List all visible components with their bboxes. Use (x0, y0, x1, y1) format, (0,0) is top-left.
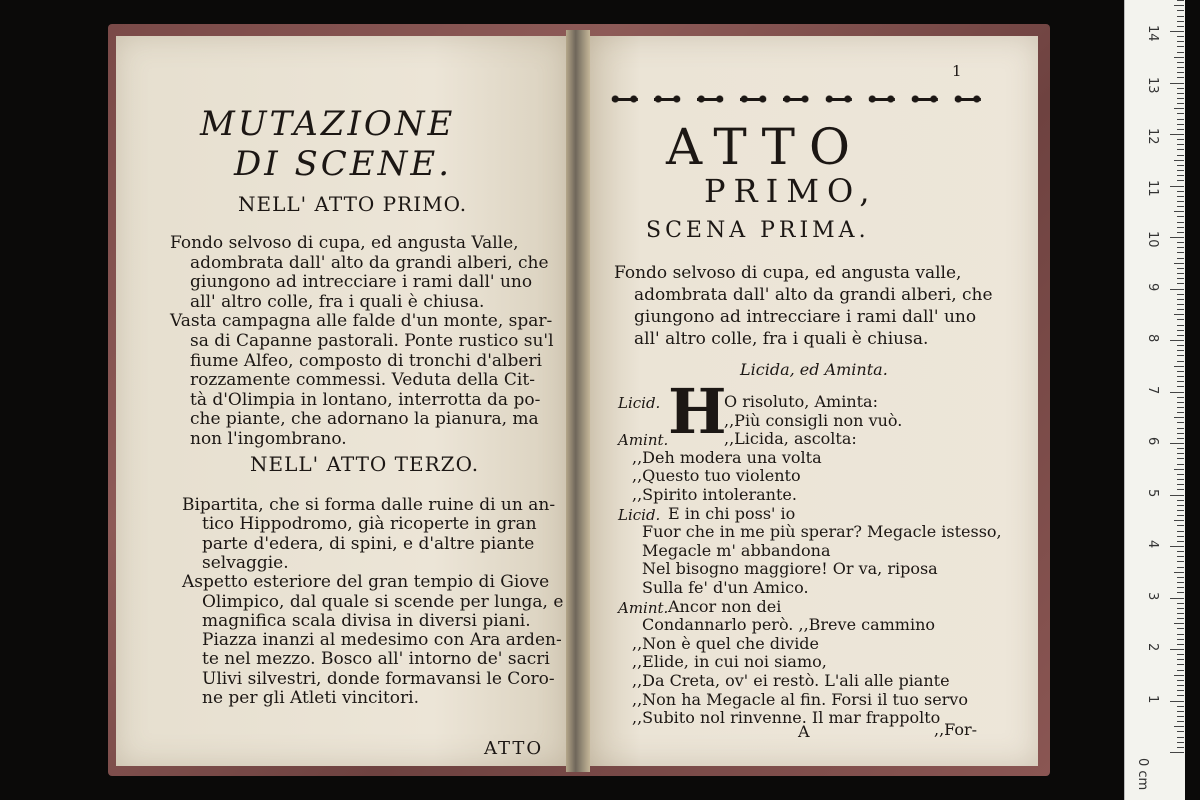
ruler-tick (1177, 412, 1184, 413)
ruler-number: 6 (1145, 437, 1160, 446)
ruler-number: 14 (1145, 25, 1160, 42)
dialogue-line: ,,Licida, ascolta: (724, 429, 857, 449)
ruler-tick (1177, 685, 1184, 686)
ruler-tick (1170, 134, 1184, 135)
ruler-tick (1177, 371, 1184, 372)
ruler-number: 12 (1145, 128, 1160, 145)
ruler-tick (1177, 283, 1184, 284)
ruler-tick (1170, 237, 1184, 238)
ruler-tick (1177, 458, 1184, 459)
ruler-tick (1177, 464, 1184, 465)
ruler-tick (1174, 57, 1184, 58)
ruler-tick (1177, 191, 1184, 192)
ruler-tick (1177, 16, 1184, 17)
ruler-tick (1177, 664, 1184, 665)
text-line: all' altro colle, fra i quali è chiusa. (190, 291, 485, 312)
measurement-ruler (1124, 0, 1185, 800)
ruler-tick (1174, 417, 1184, 418)
act1-heading: NELL' ATTO PRIMO. (238, 192, 468, 216)
ruler-tick (1177, 567, 1184, 568)
ruler-tick (1177, 500, 1184, 501)
ruler-tick (1174, 469, 1184, 470)
ruler-tick (1177, 26, 1184, 27)
ruler-number: 5 (1145, 488, 1160, 497)
text-line: che piante, che adornano la pianura, ma (190, 409, 539, 430)
ruler-tick (1177, 350, 1184, 351)
ruler-tick (1177, 227, 1184, 228)
ruler-tick (1177, 433, 1184, 434)
ruler-tick (1177, 180, 1184, 181)
dialogue-line: ,,Elide, in cui noi siamo, (632, 652, 827, 672)
ruler-tick (1177, 268, 1184, 269)
ruler-tick (1170, 598, 1184, 599)
text-line: Bipartita, che si forma dalle ruine di un an- (182, 495, 556, 515)
right-catchword: ,,For- (934, 720, 978, 739)
ruler-tick (1177, 721, 1184, 722)
text-line: parte d'edera, di spini, e d'altre piante (202, 533, 535, 554)
ruler-tick (1177, 525, 1184, 526)
ruler-tick (1177, 474, 1184, 475)
text-line: adombrata dall' alto da grandi alberi, che (634, 285, 993, 305)
ruler-tick (1177, 335, 1184, 336)
dialogue-line: Nel bisogno maggiore! Or va, riposa (642, 559, 938, 579)
ruler-tick (1170, 31, 1184, 32)
ruler-tick (1177, 628, 1184, 629)
ruler-tick (1174, 211, 1184, 212)
ruler-tick (1177, 690, 1184, 691)
ruler-tick (1177, 325, 1184, 326)
ruler-tick (1177, 659, 1184, 660)
dialogue-line: E in chi poss' io (668, 503, 796, 523)
ruler-tick (1177, 587, 1184, 588)
text-line: ne per gli Atleti vincitori. (202, 688, 420, 708)
ruler-tick (1177, 41, 1184, 42)
ruler-number: 3 (1145, 591, 1160, 600)
ruler-tick (1177, 397, 1184, 398)
speaker-label: Licid. (618, 394, 661, 412)
text-line: Aspetto esteriore del gran tempio di Giove (182, 572, 550, 593)
ruler-tick (1177, 46, 1184, 47)
drop-capital: H (668, 375, 727, 448)
ruler-number: 10 (1145, 231, 1160, 248)
ruler-tick (1177, 422, 1184, 423)
ruler-tick (1177, 680, 1184, 681)
text-line: Ulivi silvestri, donde formavansi le Coro- (202, 668, 555, 689)
ruler-tick (1174, 160, 1184, 161)
ruler-tick (1177, 737, 1184, 738)
dialogue-line: Megacle m' abbandona (642, 540, 831, 560)
ruler-tick (1177, 21, 1184, 22)
decorative-ornament-band (606, 90, 986, 112)
ruler-tick (1177, 93, 1184, 94)
ruler-tick (1177, 67, 1184, 68)
act3-heading: NELL' ATTO TERZO. (250, 452, 480, 476)
dialogue-line: Fuor che in me più sperar? Megacle istesso, (642, 522, 1002, 542)
ruler-tick (1177, 510, 1184, 511)
text-line: adombrata dall' alto da grandi alberi, che (190, 252, 549, 273)
ruler-tick (1170, 752, 1184, 753)
ruler-tick (1177, 242, 1184, 243)
ruler-tick (1177, 77, 1184, 78)
dialogue-line: ,,Spirito intolerante. (632, 485, 797, 504)
ruler-tick (1177, 72, 1184, 73)
dialogue-line: ,,Più consigli non vuò. (724, 410, 903, 430)
ruler-tick (1177, 36, 1184, 37)
ruler-tick (1177, 484, 1184, 485)
ruler-tick (1177, 515, 1184, 516)
ruler-tick (1177, 52, 1184, 53)
ruler-number: 4 (1145, 540, 1160, 549)
text-line: Fondo selvoso di cupa, ed angusta Valle, (170, 233, 519, 253)
text-line: fiume Alfeo, composto di tronchi d'alberi (190, 350, 542, 371)
speaker-label: Licid. (618, 505, 661, 524)
ruler-tick (1177, 119, 1184, 120)
ruler-number: 1 (1145, 694, 1160, 703)
speaker-label: Amint. (618, 431, 669, 450)
text-line: magnifica scala divisa in diversi piani. (202, 610, 531, 631)
ruler-tick (1170, 495, 1184, 496)
ruler-tick (1177, 577, 1184, 578)
text-line: Piazza inanzi al medesimo con Ara arden- (202, 630, 562, 651)
ruler-tick (1177, 407, 1184, 408)
ruler-tick (1174, 314, 1184, 315)
ruler-tick (1177, 448, 1184, 449)
ruler-unit-label: 0 cm (1135, 758, 1150, 791)
ruler-tick (1177, 98, 1184, 99)
dialogue-line: ,,Questo tuo violento (632, 466, 801, 486)
ruler-tick (1174, 572, 1184, 573)
ruler-tick (1177, 201, 1184, 202)
act-number: PRIMO, (704, 172, 878, 210)
ruler-tick (1177, 165, 1184, 166)
ruler-tick (1177, 386, 1184, 387)
ruler-tick (1177, 155, 1184, 156)
ruler-tick (1177, 644, 1184, 645)
ruler-tick (1177, 654, 1184, 655)
ruler-tick (1177, 711, 1184, 712)
book-spine-gutter (566, 30, 590, 772)
ruler-number: 8 (1145, 334, 1160, 343)
ruler-tick (1174, 520, 1184, 521)
dialogue-line: ,,Da Creta, ov' ei restò. L'ali alle piante (632, 671, 950, 690)
text-line: all' altro colle, fra i quali è chiusa. (634, 329, 929, 349)
ruler-tick (1174, 726, 1184, 727)
text-line: sa di Capanne pastorali. Ponte rustico su'l (190, 331, 554, 351)
dialogue-line: Condannarlo però. ,,Breve cammino (642, 615, 936, 635)
ruler-tick (1174, 675, 1184, 676)
ruler-number: 2 (1145, 643, 1160, 652)
ruler-tick (1177, 536, 1184, 537)
ruler-tick (1177, 88, 1184, 89)
ruler-tick (1177, 561, 1184, 562)
characters-line: Licida, ed Aminta. (740, 360, 888, 379)
ruler-tick (1177, 304, 1184, 305)
left-catchword: ATTO (484, 738, 544, 759)
ruler-tick (1177, 247, 1184, 248)
ruler-tick (1174, 366, 1184, 367)
ruler-tick (1177, 124, 1184, 125)
ruler-tick (1177, 381, 1184, 382)
ruler-tick (1177, 175, 1184, 176)
ruler-tick (1177, 428, 1184, 429)
ruler-tick (1177, 608, 1184, 609)
ruler-tick (1177, 330, 1184, 331)
ruler-tick (1177, 670, 1184, 671)
ruler-tick (1177, 747, 1184, 748)
ruler-tick (1177, 742, 1184, 743)
ruler-tick (1170, 701, 1184, 702)
ruler-tick (1177, 505, 1184, 506)
ruler-tick (1177, 299, 1184, 300)
ruler-tick (1177, 252, 1184, 253)
ruler-tick (1177, 355, 1184, 356)
ruler-tick (1170, 443, 1184, 444)
ruler-tick (1177, 551, 1184, 552)
ruler-tick (1177, 258, 1184, 259)
ruler-tick (1177, 592, 1184, 593)
ruler-tick (1177, 639, 1184, 640)
text-line: giungono ad intrecciare i rami dall' uno (190, 272, 533, 293)
ruler-tick (1177, 706, 1184, 707)
ruler-tick (1177, 345, 1184, 346)
ruler-tick (1170, 83, 1184, 84)
text-line: rozzamente commessi. Veduta della Cit- (190, 370, 535, 391)
ruler-tick (1177, 294, 1184, 295)
act-title: ATTO (666, 118, 864, 176)
dialogue-line: ,,Subito nol rinvenne. Il mar frappolto (632, 708, 941, 728)
dialogue-line: Ancor non dei (668, 596, 782, 616)
ruler-tick (1170, 289, 1184, 290)
page-number: 1 (952, 62, 962, 80)
ruler-number: 7 (1145, 385, 1160, 394)
ruler-tick (1177, 113, 1184, 114)
ruler-tick (1177, 0, 1184, 1)
ruler-tick (1177, 170, 1184, 171)
ruler-tick (1177, 716, 1184, 717)
ruler-number: 13 (1145, 76, 1160, 94)
ruler-tick (1177, 556, 1184, 557)
text-line: Olimpico, dal quale si scende per lunga, e (202, 591, 564, 612)
ruler-tick (1177, 196, 1184, 197)
ruler-tick (1177, 206, 1184, 207)
ruler-tick (1170, 546, 1184, 547)
signature-mark: A (798, 722, 810, 741)
ruler-tick (1177, 695, 1184, 696)
ruler-tick (1177, 144, 1184, 145)
ruler-tick (1177, 62, 1184, 63)
ruler-tick (1177, 222, 1184, 223)
ruler-tick (1177, 278, 1184, 279)
speaker-label: Amint. (618, 598, 669, 617)
ruler-tick (1177, 309, 1184, 310)
ruler-tick (1174, 623, 1184, 624)
ruler-tick (1177, 361, 1184, 362)
ruler-tick (1174, 263, 1184, 264)
dialogue-line: O risoluto, Aminta: (724, 392, 878, 411)
ruler-tick (1177, 603, 1184, 604)
ruler-number: 9 (1145, 282, 1160, 291)
ruler-tick (1177, 402, 1184, 403)
text-line: selvaggie. (202, 552, 289, 573)
ruler-tick (1177, 731, 1184, 732)
dialogue-line: ,,Non è quel che divide (632, 633, 820, 653)
ruler-tick (1170, 649, 1184, 650)
ruler-tick (1174, 108, 1184, 109)
ruler-tick (1177, 139, 1184, 140)
ruler-tick (1177, 273, 1184, 274)
ruler-tick (1177, 216, 1184, 217)
ruler-tick (1177, 618, 1184, 619)
left-title-line1: MUTAZIONE (200, 104, 456, 144)
ruler-tick (1177, 376, 1184, 377)
dialogue-line: ,,Deh modera una volta (632, 447, 822, 467)
ruler-tick (1177, 613, 1184, 614)
ruler-tick (1177, 438, 1184, 439)
ruler-tick (1177, 634, 1184, 635)
ruler-tick (1177, 479, 1184, 480)
text-line: giungono ad intrecciare i rami dall' uno (634, 307, 977, 327)
ruler-tick (1170, 340, 1184, 341)
ruler-tick (1177, 149, 1184, 150)
text-line: te nel mezzo. Bosco all' intorno de' sacri (202, 649, 550, 670)
ruler-number: 11 (1145, 179, 1160, 197)
text-line: tà d'Olimpia in lontano, interrotta da po- (190, 389, 541, 410)
ruler-tick (1177, 489, 1184, 490)
left-title-line2: DI SCENE. (234, 144, 453, 184)
text-line: non l'ingombrano. (190, 429, 347, 449)
ruler-tick (1177, 582, 1184, 583)
ruler-tick (1177, 541, 1184, 542)
ruler-tick (1177, 232, 1184, 233)
ruler-tick (1177, 103, 1184, 104)
dialogue-line: ,,Non ha Megacle al fin. Forsi il tuo servo (632, 689, 968, 709)
ruler-tick (1170, 392, 1184, 393)
text-line: tico Hippodromo, già ricoperte in gran (202, 514, 537, 535)
ruler-tick (1177, 10, 1184, 11)
ruler-tick (1177, 129, 1184, 130)
dialogue-line: Sulla fe' d'un Amico. (642, 578, 809, 597)
ruler-tick (1174, 5, 1184, 6)
ruler-tick (1177, 453, 1184, 454)
ruler-tick (1177, 531, 1184, 532)
ruler-tick (1177, 319, 1184, 320)
text-line: Fondo selvoso di cupa, ed angusta valle, (614, 263, 962, 283)
scene-title: SCENA PRIMA. (646, 218, 870, 243)
text-line: Vasta campagna alle falde d'un monte, spar- (170, 311, 553, 332)
ruler-tick (1170, 186, 1184, 187)
